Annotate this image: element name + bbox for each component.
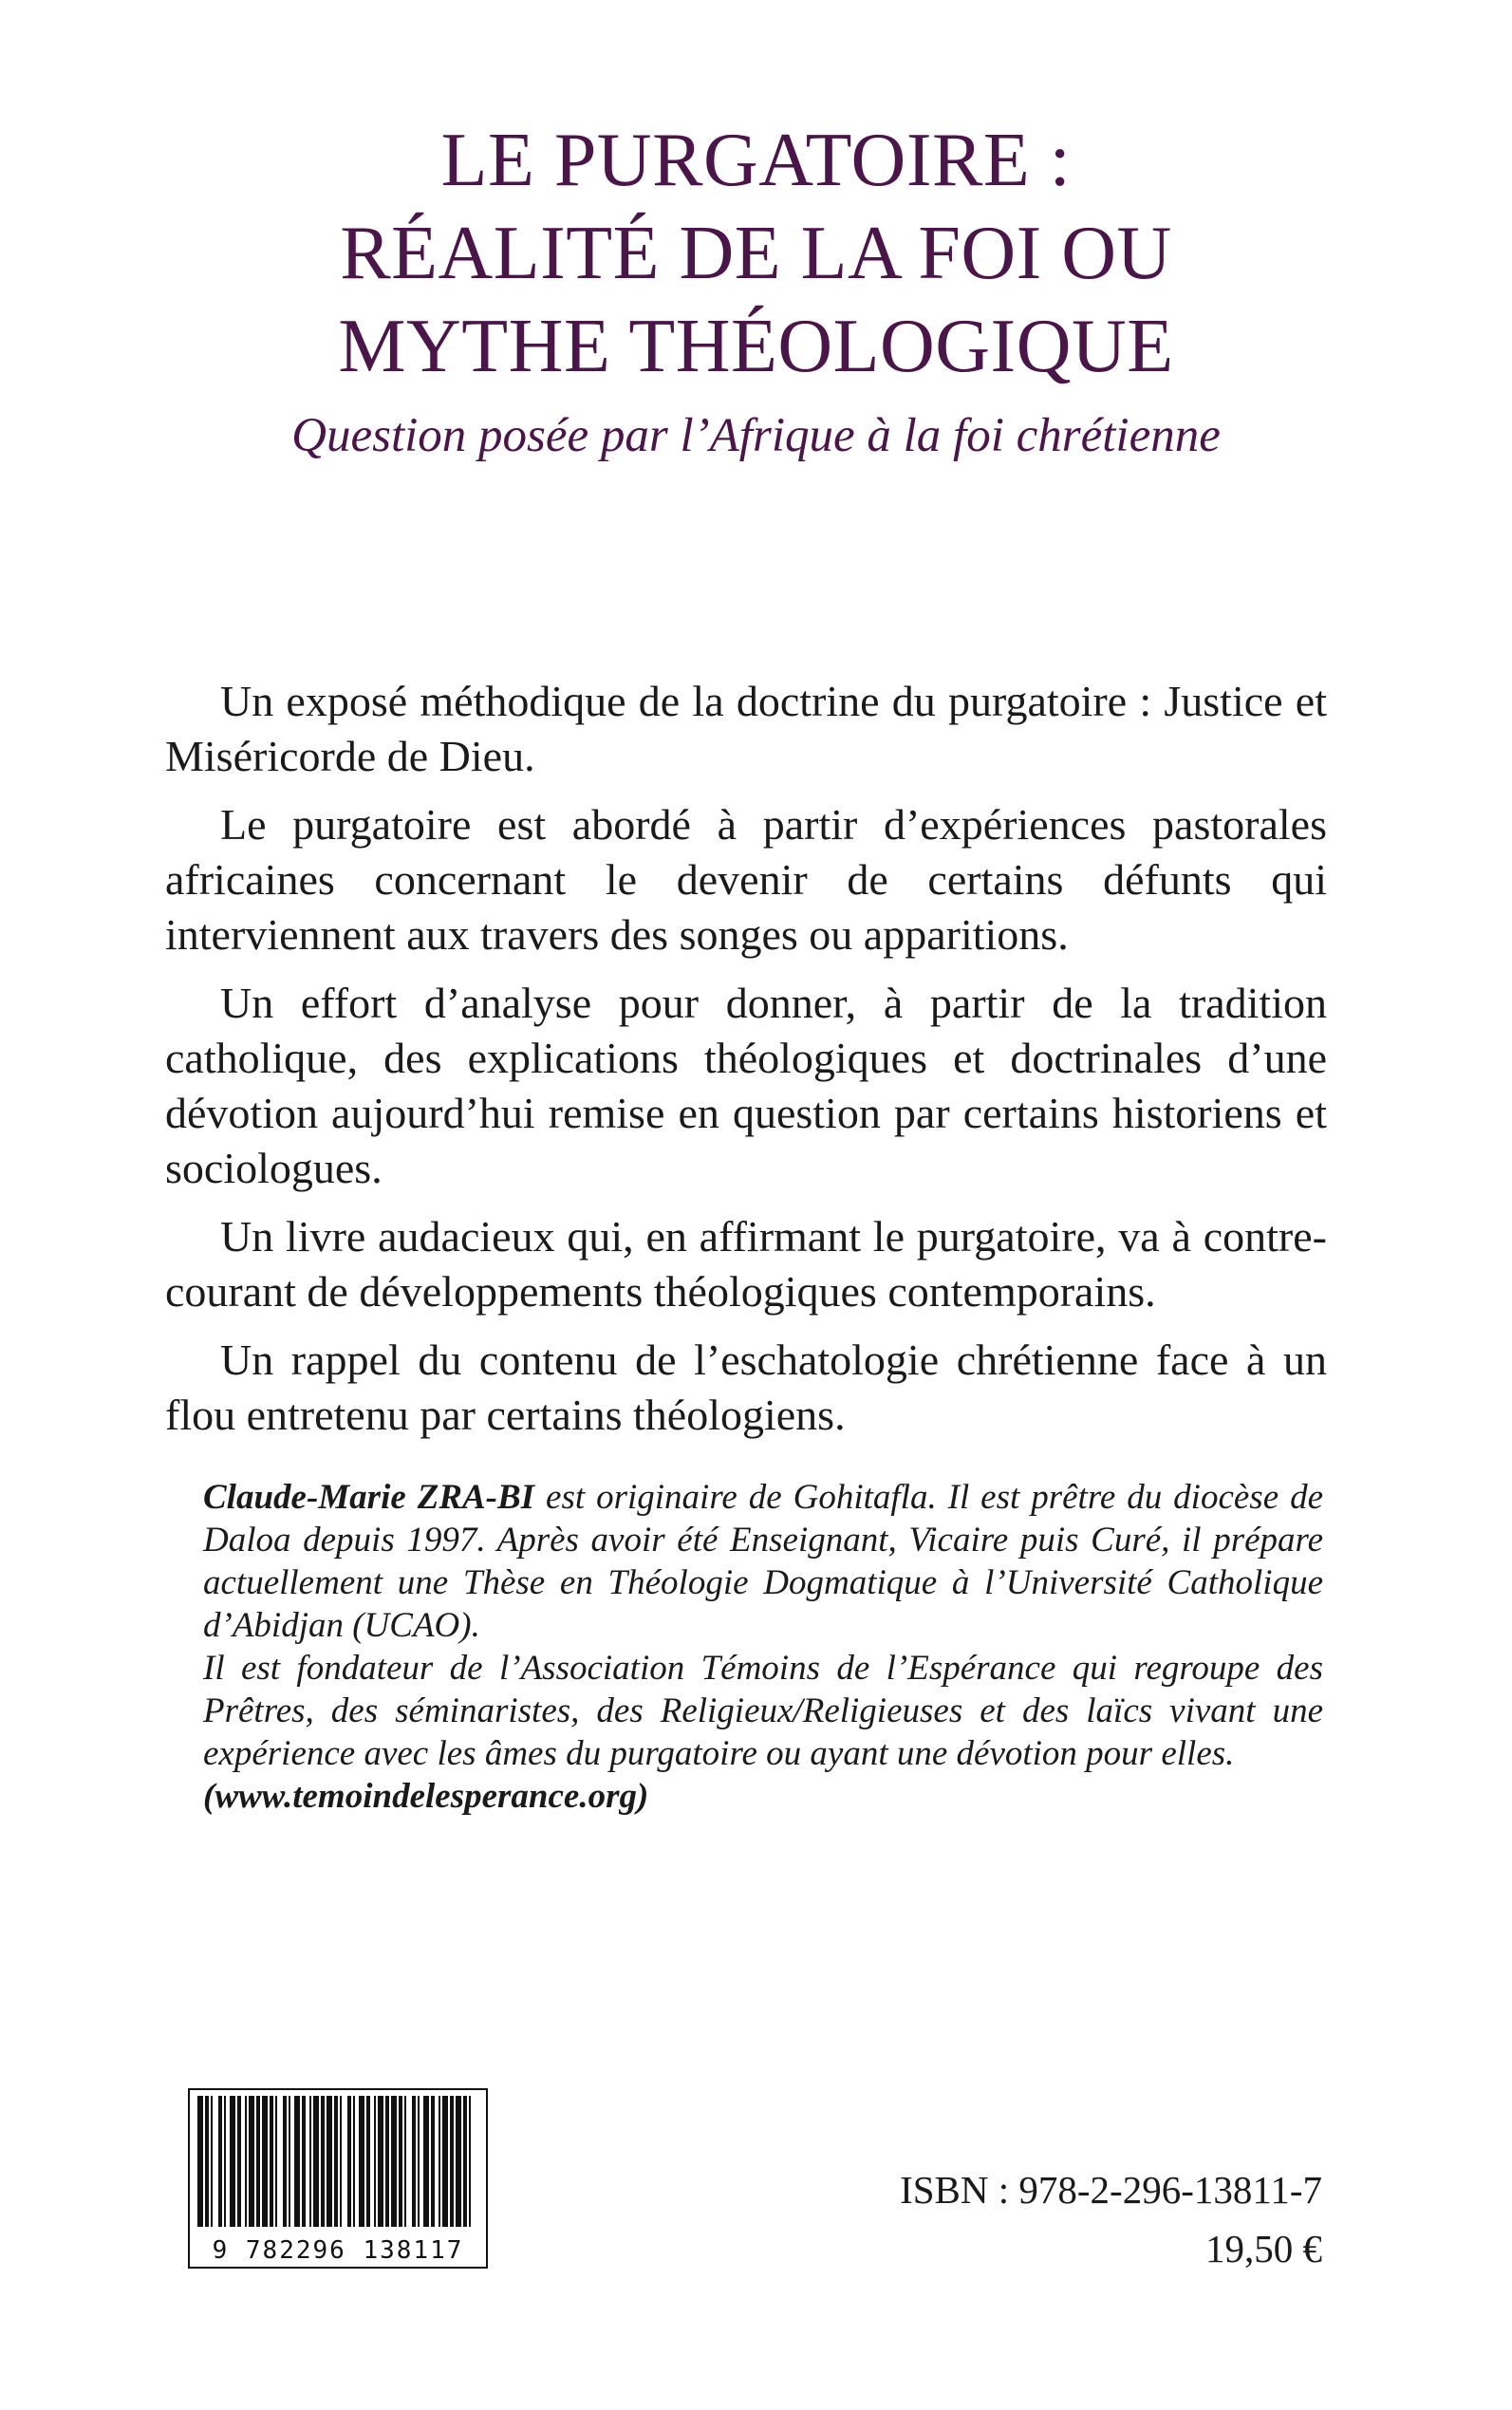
barcode-bar (412, 2096, 416, 2227)
barcode-bar (391, 2096, 397, 2227)
barcode-bar (334, 2096, 338, 2227)
barcode-bar (439, 2096, 440, 2227)
barcode-bar (256, 2096, 260, 2227)
barcode-bar (347, 2096, 351, 2227)
barcode-bar (359, 2096, 364, 2227)
description-paragraph-1: Un exposé méthodique de la doctrine du purgatoire : Justice et Miséricorde de Dieu. (165, 677, 1327, 780)
barcode-bar (211, 2096, 213, 2227)
barcode-bar (237, 2096, 241, 2227)
barcode-bar (378, 2096, 383, 2227)
title-line-1: LE PURGATOIRE : (440, 119, 1072, 202)
barcode-bar (374, 2096, 376, 2227)
barcode-bar (262, 2096, 268, 2227)
barcode-bar (249, 2096, 254, 2227)
website-url: (www.temoindelesperance.org) (203, 1777, 649, 1816)
author-bio (203, 1476, 1323, 1818)
title-line-2: RÉALITÉ DE LA FOI OU (340, 212, 1172, 295)
price: 19,50 € (1205, 2227, 1322, 2270)
isbn: ISBN : 978-2-296-13811-7 (900, 2168, 1322, 2212)
bio-paragraph-1 (203, 1476, 1323, 1647)
barcode (188, 2088, 488, 2269)
barcode-bar (321, 2096, 325, 2227)
title-block (0, 114, 1512, 465)
barcode-bar (313, 2096, 319, 2227)
barcode-bar (309, 2096, 311, 2227)
barcode-bar (294, 2096, 300, 2227)
barcode-bar (275, 2096, 277, 2227)
barcode-bar (340, 2096, 342, 2227)
barcode-bar (442, 2096, 448, 2227)
barcode-bar (463, 2096, 467, 2227)
description-paragraph-3: Un effort d’analyse pour donner, à partir de la tradition catholique, des explications théologiques et doctrinales d’une dévotion aujourd’hui remise en question par certains historiens et sociologues. (165, 979, 1327, 1192)
description-paragraph-4: Un livre audacieux qui, en affirmant le purgatoire, va à contre-courant de développements théologiques contemporains. (165, 1212, 1327, 1316)
barcode-bar (399, 2096, 402, 2227)
barcode-bar (469, 2096, 471, 2227)
description-paragraph-2: Le purgatoire est abordé à partir d’expériences pastorales africaines concernant le devenir de certains défunts qui interviennent aux travers des songes ou apparitions. (165, 800, 1327, 959)
title-line-3: MYTHE THÉOLOGIQUE (338, 305, 1174, 388)
barcode-bar (270, 2096, 273, 2227)
barcode-bar (289, 2096, 290, 2227)
description-paragraph-5: Un rappel du contenu de l’eschatologie chrétienne face à un flou entretenu par certains théologiens. (165, 1336, 1327, 1439)
barcode-bar (224, 2096, 226, 2227)
subtitle: Question posée par l’Afrique à la foi chrétienne (291, 409, 1221, 462)
barcode-digits: 9 782296 138117 (190, 2236, 486, 2265)
barcode-bar (366, 2096, 370, 2227)
barcode-bar (327, 2096, 332, 2227)
barcode-bar (218, 2096, 222, 2227)
bio-paragraph-2: Il est fondateur de l’Association Témoins de l’Espérance qui regroupe des Prêtres, des séminaristes, des Religieux/Religieuses et des laïcs vivant une expérience avec les âmes du purgatoire ou ayant une dévotion pour elles. (203, 1649, 1323, 1773)
barcode-bar (404, 2096, 406, 2227)
barcode-bar (205, 2096, 209, 2227)
barcode-bar (423, 2096, 429, 2227)
author-name: Claude-Marie ZRA-BI (203, 1478, 535, 1517)
bio-text-1: est originaire de Gohitafla. Il est prêtre du diocèse de Daloa depuis 1997. Après avoir été Enseignant, Vicaire puis Curé, il prépare actuellement une Thèse en Théologie Dogmatique à l’Université Catholique d’Abidjan (UCAO). (203, 1478, 1324, 1645)
barcode-bars (190, 2090, 486, 2233)
barcode-bar (197, 2096, 203, 2227)
barcode-bar (283, 2096, 287, 2227)
barcode-bar (302, 2096, 306, 2227)
barcode-bar (456, 2096, 461, 2227)
barcode-bar (353, 2096, 355, 2227)
description (165, 674, 1327, 1456)
barcode-bar (431, 2096, 435, 2227)
barcode-bar (230, 2096, 235, 2227)
barcode-bar (418, 2096, 420, 2227)
barcode-bar (450, 2096, 454, 2227)
barcode-bar (385, 2096, 389, 2227)
barcode-bar (245, 2096, 247, 2227)
